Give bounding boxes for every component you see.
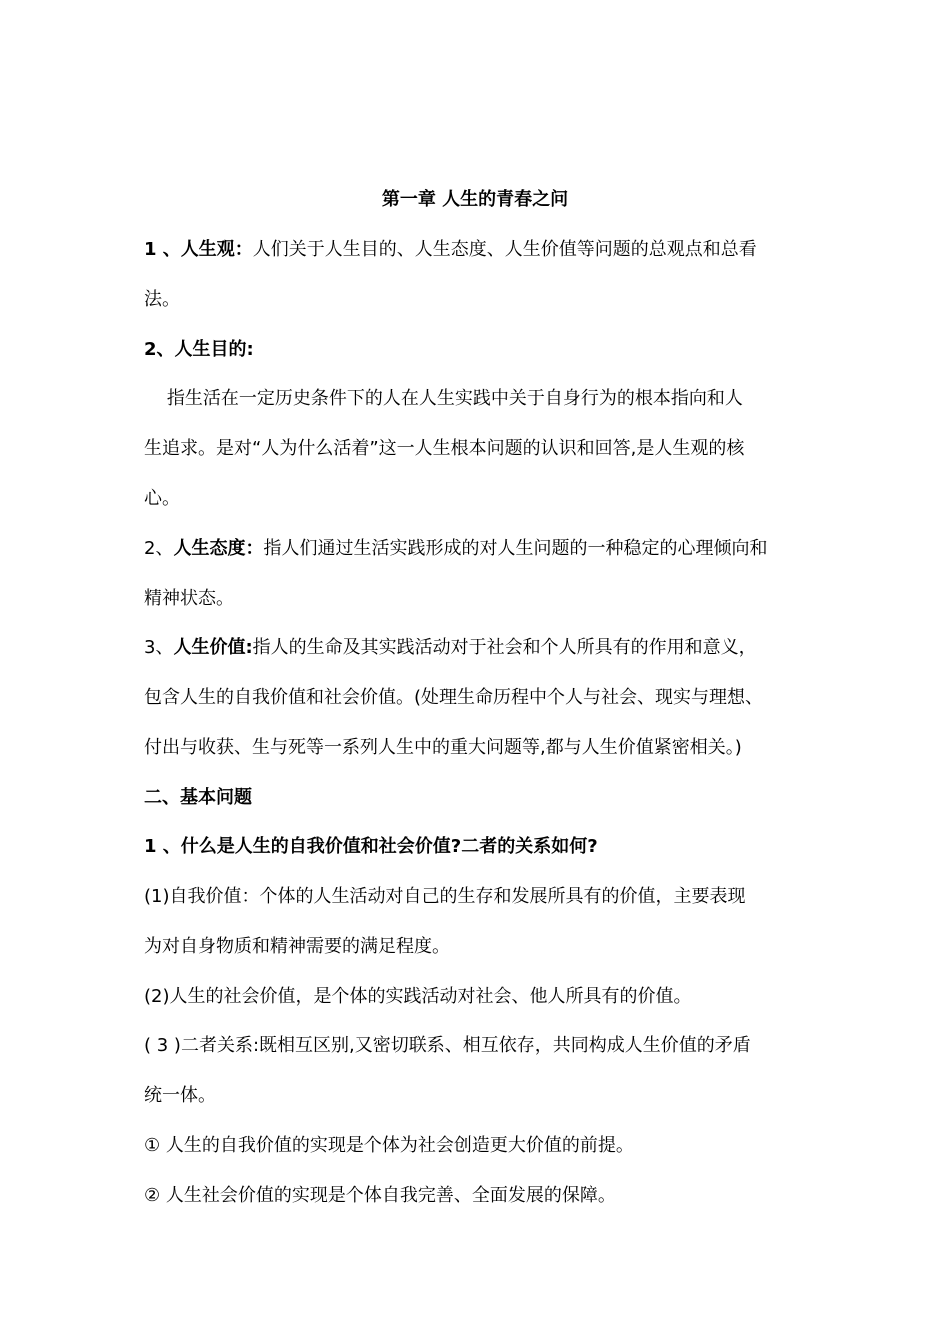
term-definition: 指人们通过生活实践形成的对人生问题的一种稳定的心理倾向和 <box>263 538 768 559</box>
term-label: 人生价值: <box>173 637 253 658</box>
part-heading: 二、基本问题 <box>144 787 252 808</box>
chapter-title: 第一章 人生的青春之问 <box>381 189 569 210</box>
point-1: ① 人生的自我价值的实现是个体为社会创造更大价值的前提。 <box>144 1135 634 1156</box>
answer-2: (2)人生的社会价值，是个体的实践活动对社会、他人所具有的价值。 <box>144 986 692 1007</box>
answer-1-line-2: 为对自身物质和精神需要的满足程度。 <box>144 936 450 957</box>
answer-3-line-2: 统一体。 <box>144 1085 216 1106</box>
paragraph-4-line-2: 包含人生的自我价值和社会价值。(处理生命历程中个人与社会、现实与理想、 <box>144 687 764 708</box>
paragraph-2-line-3: 心。 <box>144 488 180 509</box>
answer-1-line-1: (1)自我价值：个体的人生活动对自己的生存和发展所具有的价值，主要表现 <box>144 886 746 907</box>
term-definition: 指人的生命及其实践活动对于社会和个人所具有的作用和意义， <box>252 637 757 658</box>
paragraph-4-line-3: 付出与收获、生与死等一系列人生中的重大问题等,都与人生价值紧密相关。) <box>144 737 742 758</box>
paragraph-3-line-1 <box>144 536 824 562</box>
term-label: 人生态度： <box>173 538 264 559</box>
paragraph-4-line-1 <box>144 635 824 661</box>
answer-3-line-1: ( 3 )二者关系:既相互区别,又密切联系、相互依存，共同构成人生价值的矛盾 <box>144 1035 751 1056</box>
paragraph-2-line-1: 指生活在一定历史条件下的人在人生实践中关于自身行为的根本指向和人 <box>144 388 743 409</box>
item-number: 2、 <box>144 538 174 559</box>
point-2: ② 人生社会价值的实现是个体自我完善、全面发展的保障。 <box>144 1185 616 1206</box>
section-heading: 2、人生目的: <box>144 339 254 360</box>
term-label: 1 、人生观： <box>144 239 253 260</box>
item-number: 3、 <box>144 637 174 658</box>
paragraph-3-line-2: 精神状态。 <box>144 588 234 609</box>
paragraph-1-line-1 <box>144 237 824 263</box>
paragraph-1-line-2: 法。 <box>144 289 180 310</box>
paragraph-2-line-2: 生追求。是对“人为什么活着”这一人生根本问题的认识和回答,是人生观的核 <box>144 438 745 459</box>
question-heading: 1 、什么是人生的自我价值和社会价值?二者的关系如何? <box>144 836 598 857</box>
term-definition: 人们关于人生目的、人生态度、人生价值等问题的总观点和总看 <box>252 239 757 260</box>
